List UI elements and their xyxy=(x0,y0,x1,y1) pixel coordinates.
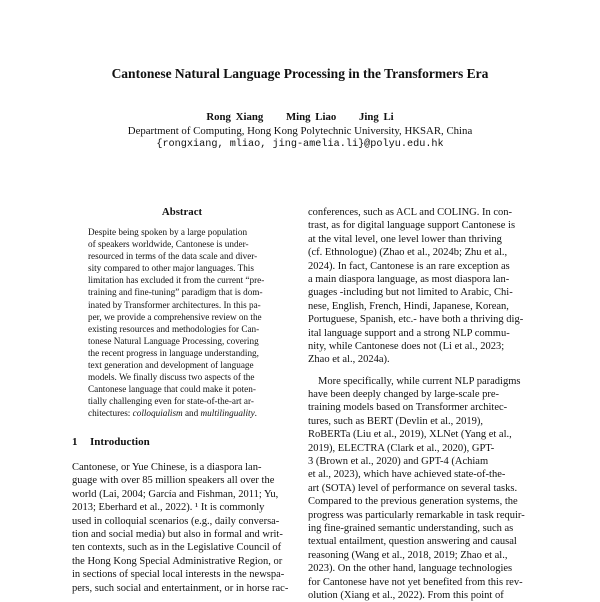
body-line: textual entailment, question answering and causal xyxy=(308,536,517,548)
body-line: 3 (Brown et al., 2020) and GPT-4 (Achiam xyxy=(308,456,489,468)
intro-line: tion and social media) but also in formal and writ- xyxy=(72,528,283,540)
intro-line: guage with over 85 million speakers all over the xyxy=(72,475,275,487)
abstract-line-mid: and xyxy=(182,408,201,419)
abstract-line: of speakers worldwide, Cantonese is under- xyxy=(88,239,249,250)
intro-line: ten contexts, such as in the Legislative Council of xyxy=(72,542,282,554)
body-line: 2024). In fact, Cantonese is an rare exception as xyxy=(308,260,510,272)
body-line: a main diaspora language, as most diaspora lan- xyxy=(308,273,510,285)
body-line: nity, while Cantonese does not (Li et al., 2023; xyxy=(308,340,505,352)
abstract-line: models. We finally discuss two aspects of the xyxy=(88,372,255,383)
body-line: nese, English, French, Hindi, Japanese, Korean, xyxy=(308,300,509,312)
abstract-line: tially challenging even for state-of-the-art ar- xyxy=(88,396,254,407)
body-line: training models based on Transformer architec- xyxy=(308,402,508,414)
author-name: Rong Xiang xyxy=(206,111,264,123)
body-line: 2019), ELECTRA (Clark et al., 2020), GPT- xyxy=(308,442,495,454)
body-line: progress was particularly remarkable in task requir- xyxy=(308,509,525,521)
paragraph-gap xyxy=(308,367,530,375)
body-line: conferences, such as ACL and COLING. In con- xyxy=(308,207,513,218)
abstract-line: sity compared to other major languages. This xyxy=(88,263,254,274)
section-heading xyxy=(72,436,150,448)
body-line: More specifically, while current NLP paradigms xyxy=(318,375,521,387)
body-line: Portuguese, Spanish, etc.- have both a thriving dig- xyxy=(308,314,524,326)
affiliation: Department of Computing, Hong Kong Polytechnic University, HKSAR, China xyxy=(127,125,473,137)
keyword-colloquialism: colloquialism xyxy=(132,408,183,419)
body-line: art (SOTA) level of performance on several tasks. xyxy=(308,482,518,494)
abstract-body xyxy=(88,226,276,420)
intro-line: used in colloquial scenarios (e.g., daily conversa- xyxy=(72,515,280,527)
body-line: ital language support and a strong NLP commu- xyxy=(308,327,510,339)
abstract-line: limitation has excluded it from the current “pre- xyxy=(88,275,265,286)
body-line: olution (Xiang et al., 2022). From this point of xyxy=(308,589,504,601)
introduction-text xyxy=(72,461,294,595)
body-line: ing fine-grained semantic understanding, such as xyxy=(308,522,514,534)
abstract-line: training and fine-tuning” paradigm that is dom- xyxy=(88,287,263,298)
abstract-line: per, we provide a comprehensive review on the xyxy=(88,311,262,322)
body-line: et al., 2023), which have achieved state-of-the- xyxy=(308,469,506,481)
abstract-line-last xyxy=(88,407,276,419)
paper-title: Cantonese Natural Language Processing in the Transformers Era xyxy=(111,66,489,81)
author-name: Jing Li xyxy=(358,111,394,123)
author-list xyxy=(0,111,600,123)
right-column-text xyxy=(308,206,530,602)
body-line: 2023). On the other hand, language technologies xyxy=(308,563,513,575)
intro-line: Cantonese, or Yue Chinese, is a diaspora lan- xyxy=(72,462,262,473)
abstract-line: inated by Transformer architectures. In this pa- xyxy=(88,299,261,310)
body-line: guages -including but not limited to Arabic, Chi- xyxy=(308,287,513,299)
body-line: have been deeply changed by large-scale pre- xyxy=(308,389,500,401)
keyword-multilinguality: multilinguality xyxy=(200,408,255,419)
abstract-line-prefix: chitectures: xyxy=(88,408,133,419)
section-title: Introduction xyxy=(90,436,150,448)
abstract-line: resourced in terms of the data scale and diver- xyxy=(88,251,258,262)
body-line: Compared to the previous generation systems, the xyxy=(308,496,518,508)
abstract-line: existing resources and methodologies for Can- xyxy=(88,323,260,334)
section-number: 1 xyxy=(72,436,78,448)
body-line: reasoning (Wang et al., 2018, 2019; Zhao et al., xyxy=(308,549,508,561)
abstract-line: the recent progress in language understanding, xyxy=(88,347,259,358)
body-line: trast, as for digital language support Cantonese is xyxy=(308,220,516,232)
intro-line: pers, such social and entertainment, or in horse rac- xyxy=(72,582,289,594)
body-line: Zhao et al., 2024a). xyxy=(308,354,390,366)
author-name: Ming Liao xyxy=(285,111,337,123)
body-line: for Cantonese have not yet benefited from this rev- xyxy=(308,576,523,588)
body-line: (cf. Ethnologue) (Zhao et al., 2024b; Zhu et al., xyxy=(308,247,508,259)
intro-line: 2013; Eberhard et al., 2022). ¹ It is commonly xyxy=(72,502,265,514)
body-line: at the vital level, one level lower than thriving xyxy=(308,233,502,245)
abstract-line: Despite being spoken by a large population xyxy=(88,227,248,237)
abstract-line: tonese Natural Language Processing, covering xyxy=(88,335,259,346)
intro-line: world (Lai, 2004; García and Fishman, 2011; Yu, xyxy=(72,488,279,500)
body-line: RoBERTa (Liu et al., 2019), XLNet (Yang et al., xyxy=(308,429,512,441)
intro-line: the Hong Kong Special Administrative Region, or xyxy=(72,555,283,567)
abstract-line: Cantonese language that could make it poten- xyxy=(88,384,256,395)
author-emails: {rongxiang, mliao, jing-amelia.li}@polyu.edu.hk xyxy=(156,139,444,150)
intro-line: in sections of special local interests in the newspa- xyxy=(72,569,285,581)
abstract-line-suffix: . xyxy=(254,408,257,419)
abstract-line: text generation and development of language xyxy=(88,360,254,371)
abstract-heading: Abstract xyxy=(161,206,203,218)
body-line: tures, such as BERT (Devlin et al., 2019), xyxy=(308,415,484,427)
